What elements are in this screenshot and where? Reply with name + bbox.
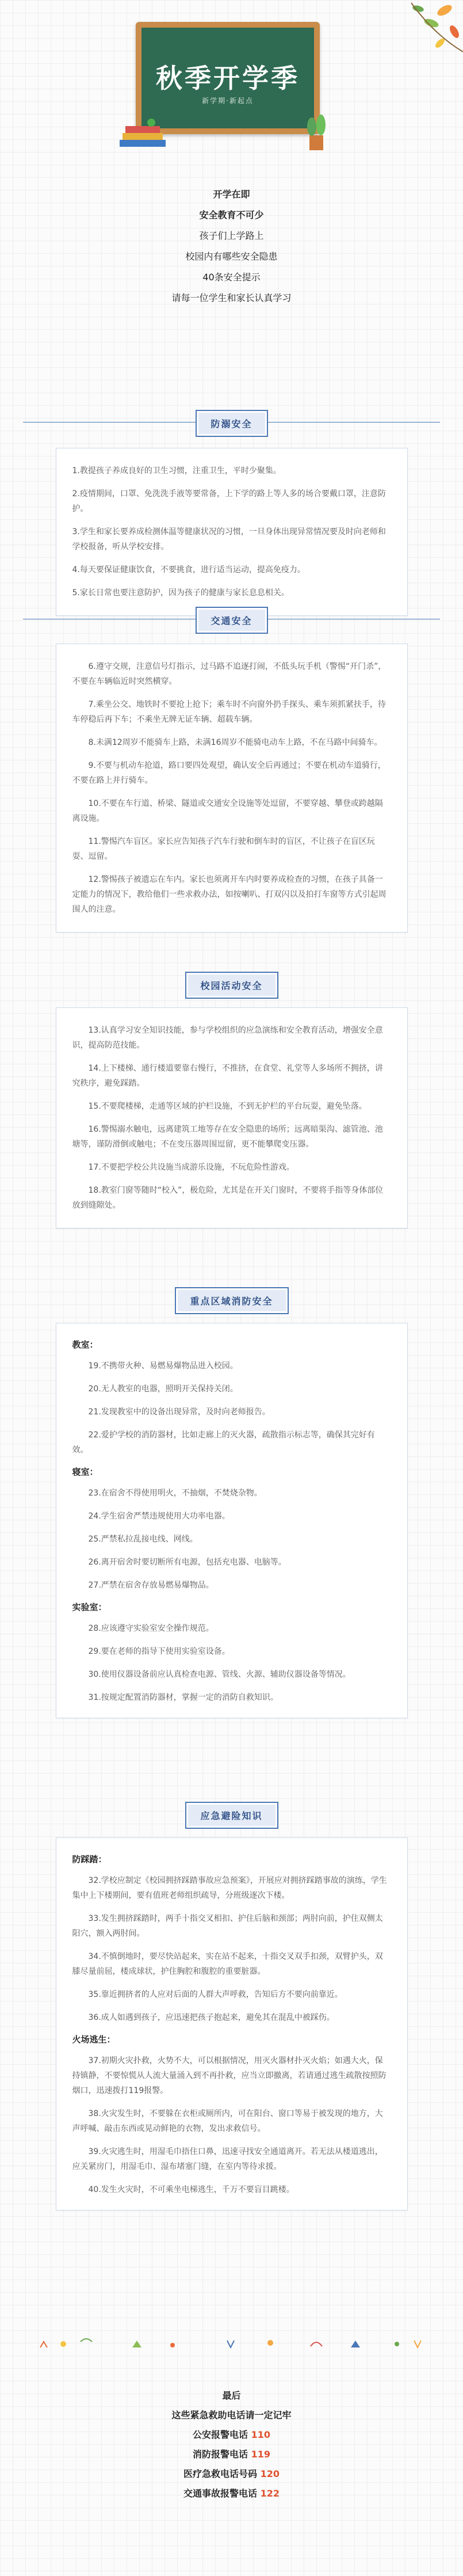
intro-line: 孩子们上学路上 — [199, 230, 264, 241]
tip-item: 16.警惕溺水触电，远离建筑工地等存在安全隐患的场所；远离暗渠沟、滤管池、池塘等，谨防滑倒或触电；不在变压器周围逗留，更不能攀爬变压器。 — [72, 1125, 383, 1149]
section-card-disease — [56, 448, 408, 616]
police-number: 110 — [251, 2429, 270, 2440]
footer — [0, 2386, 463, 2503]
tip-item: 15.不要爬楼梯，走通等区域的护栏设施，不到无护栏的平台玩耍，避免坠落。 — [88, 1102, 367, 1111]
header — [0, 0, 463, 303]
plant-icon — [299, 106, 334, 153]
section-title-traffic — [195, 607, 267, 634]
tip-item: 26.离开宿舍时要切断所有电源，包括充电器、电脑等。 — [88, 1558, 286, 1567]
footer-text: 这些紧急救助电话请一定记牢 — [171, 2410, 292, 2421]
section-card-fire — [56, 1323, 408, 1718]
footer-line — [0, 2406, 463, 2425]
tip-item: 24.学生宿舍严禁违规使用大功率电器。 — [88, 1512, 230, 1521]
section-title-text: 防溺安全 — [198, 413, 265, 434]
tip-item: 27.严禁在宿舍存放易燃易爆物品。 — [88, 1581, 214, 1590]
tip-item: 12.警惕孩子被遗忘在车内。家长也须离开车内时要养成检查的习惯，在孩子具备一定能力的情况下，教给他们一些求救办法，如按喇叭、打双闪以及拍打车窗等方式引起周围人的注意。 — [72, 875, 387, 914]
tip-item: 8.未满12周岁不能骑车上路，未满16周岁不能骑电动车上路，不在马路中间骑车。 — [88, 738, 382, 747]
footer-decoration-icon — [0, 2330, 463, 2359]
group-heading: 教室： — [72, 1340, 98, 1350]
tip-item: 9.不要与机动车抢道，路口要四处观望，确认安全后再通过；不要在机动车道骑行，不要在路上并行骑车。 — [72, 761, 386, 785]
tip-item: 17.不要把学校公共设施当成游乐设施，不玩危险性游戏。 — [88, 1163, 294, 1172]
footer-text: 消防报警电话 — [193, 2449, 251, 2460]
intro-line: 安全教育不可少 — [199, 210, 264, 220]
intro-line: 开学在即 — [213, 189, 250, 200]
group-heading: 防踩踏： — [72, 1854, 107, 1865]
tip-item: 39.火灾逃生时，用湿毛巾捂住口鼻，迅速寻找安全通道离开。若无法从楼道逃出，应关紧房门，用湿毛巾、湿布堵塞门缝，在室内等待求援。 — [72, 2147, 383, 2171]
tip-item: 36.成人如遇到孩子，应迅速把孩子抱起来，避免其在混乱中被踩伤。 — [88, 2013, 335, 2022]
tip-item: 18.教室门窗等随时“校入”，极危险，尤其是在开关门窗时，不要将手指等身体部位放到缝隙处。 — [72, 1186, 384, 1210]
footer-line — [0, 2484, 463, 2503]
section-title-fire — [174, 1287, 288, 1314]
intro — [0, 184, 463, 309]
tip-item: 20.无人教室的电器，照明开关保持关闭。 — [88, 1384, 238, 1394]
tip-item: 33.发生拥挤踩踏时，两手十指交叉相扣、护住后脑和颈部；两肘向前，护住双侧太阳穴，额入两肘间。 — [72, 1914, 383, 1938]
section-title-text: 应急避险知识 — [188, 1805, 275, 1826]
tip-item: 6.遵守交规，注意信号灯指示，过马路不追逐打闹，不低头玩手机（警惕“开门杀”，不要在车辆临近时突然横穿。 — [72, 662, 387, 686]
section-title-text: 校园活动安全 — [188, 975, 275, 996]
chalkboard — [136, 22, 320, 134]
footer-line — [0, 2386, 463, 2406]
traffic-number: 122 — [260, 2488, 280, 2499]
section-title-campus — [185, 972, 278, 999]
section-title-text: 重点区域消防安全 — [177, 1290, 285, 1311]
tip-item: 34.不慎倒地时，要尽快站起来，实在站不起来，十指交叉双手扣颈，双臂护头，双膝尽量前屈，楼成球状，护住胸腔和腹腔的重要脏器。 — [72, 1952, 383, 1976]
group-heading: 实验室： — [72, 1602, 107, 1612]
board-title: 秋季开学季 — [156, 63, 300, 94]
footer-line — [0, 2425, 463, 2445]
tip-item: 31.按规定配置消防器材，掌握一定的消防自救知识。 — [88, 1693, 278, 1702]
board-subtitle: 新学期·新起点 — [202, 97, 254, 105]
tip-item: 30.使用仪器设备前应认真检查电源、管线、火源、辅助仪器设备等情况。 — [88, 1670, 351, 1679]
footer-line — [0, 2445, 463, 2464]
tip-item: 40.发生火灾时，不可乘坐电梯逃生，千万不要盲目跳楼。 — [88, 2185, 294, 2194]
tip-item: 23.在宿舍不得使用明火，不抽烟，不焚烧杂物。 — [88, 1489, 262, 1498]
tip-item: 32.学校应制定《校园拥挤踩踏事故应急预案》，开展应对拥挤踩踏事故的演练，学生集中上下楼期间，要有值班老师组织疏导，分班级逐次下楼。 — [72, 1876, 387, 1900]
footer-line — [0, 2464, 463, 2484]
intro-line: 40条安全提示 — [202, 272, 261, 283]
tip-item: 2.疫情期间，口罩、免洗洗手液等要常备，上下学的路上等人多的场合要戴口罩，注意防护。 — [72, 489, 386, 513]
tip-item: 11.警惕汽车盲区。家长应告知孩子汽车行驶和倒车时的盲区，不让孩子在盲区玩耍、逗留。 — [72, 837, 375, 861]
tip-item: 3.学生和家长要养成检测体温等健康状况的习惯，一旦身体出现异常情况要及时向老师和学校报备，听从学校安排。 — [72, 527, 386, 551]
tip-item: 13.认真学习安全知识技能，参与学校组织的应急演练和安全教育活动，增强安全意识，提高防范技能。 — [72, 1026, 383, 1050]
group-heading: 寝室： — [72, 1467, 98, 1477]
tip-item: 7.乘坐公交、地铁时不要抢上抢下；乘车时不向窗外扔手探头、乘车须抓紧扶手，待车停稳后再下车；不乘坐无牌无证车辆、超载车辆。 — [72, 700, 386, 724]
section-title-disease — [195, 410, 267, 437]
section-card-campus — [56, 1007, 408, 1228]
section-title-emergency — [185, 1802, 278, 1829]
leaves-icon — [377, 0, 463, 86]
tip-item: 14.上下楼梯、通行楼道要靠右慢行，不推挤，在食堂、礼堂等人多场所不拥挤，讲究秩序，避免踩踏。 — [72, 1064, 383, 1088]
group-heading: 火场逃生： — [72, 2034, 116, 2045]
tip-item: 29.要在老师的指导下使用实验室设备。 — [88, 1647, 230, 1656]
tip-item: 37.初期火灾扑救，火势不大，可以根据情况，用灭火器材扑灭火焰；如遇大火，保持镇静，不要惊慌从人流大量涌入到不再扑救，应当立即撤离，若请通过逃生疏散按照防烟口，迅速拨打119报警。 — [72, 2056, 387, 2095]
tip-item: 5.家长日常也要注意防护，因为孩子的健康与家长息息相关。 — [72, 588, 289, 598]
tip-item: 21.发现教室中的设备出现异常，及时向老师报告。 — [88, 1407, 270, 1417]
tip-item: 25.严禁私拉乱接电线、网线。 — [88, 1535, 198, 1544]
section-title-text: 交通安全 — [198, 610, 265, 631]
footer-text: 最后 — [222, 2390, 241, 2401]
tip-item: 10.不要在车行道、桥梁、隧道或交通安全设施等处逗留，不要穿越、攀登或跨越隔离设施。 — [72, 799, 383, 823]
tip-item: 38.火灾发生时，不要躲在衣柜或厕所内，可在阳台、窗口等易于被发现的地方，大声呼喊、敲击东西或晃动鲜艳的衣物，发出求救信号。 — [72, 2109, 383, 2133]
medical-number: 120 — [260, 2468, 280, 2479]
tip-item: 28.应该遵守实验室安全操作规范。 — [88, 1624, 214, 1633]
intro-line: 校园内有哪些安全隐患 — [185, 251, 278, 262]
tip-item: 35.靠近拥挤者的人应对后面的人群大声呼救，告知后方不要向前靠近。 — [88, 1990, 343, 1999]
section-card-traffic — [56, 644, 408, 933]
footer-text: 交通事故报警电话 — [183, 2488, 261, 2499]
footer-text: 公安报警电话 — [193, 2429, 251, 2440]
tip-item: 1.教提孩子养成良好的卫生习惯，注重卫生，平时少聚集。 — [72, 466, 281, 475]
tip-item: 19.不携带火种、易燃易爆物品进入校园。 — [88, 1361, 238, 1371]
fire-number: 119 — [251, 2449, 270, 2460]
tip-item: 4.每天要保证健康饮食，不要挑食，进行适当运动，提高免疫力。 — [72, 565, 305, 574]
tip-item: 22.爱护学校的消防器材，比如走廊上的灭火器，疏散指示标志等，确保其完好有效。 — [72, 1430, 375, 1455]
footer-text: 医疗急救电话号码 — [183, 2468, 261, 2479]
intro-line: 请每一位学生和家长认真学习 — [171, 292, 292, 303]
books-icon — [114, 118, 171, 153]
section-card-emergency — [56, 1837, 408, 2210]
